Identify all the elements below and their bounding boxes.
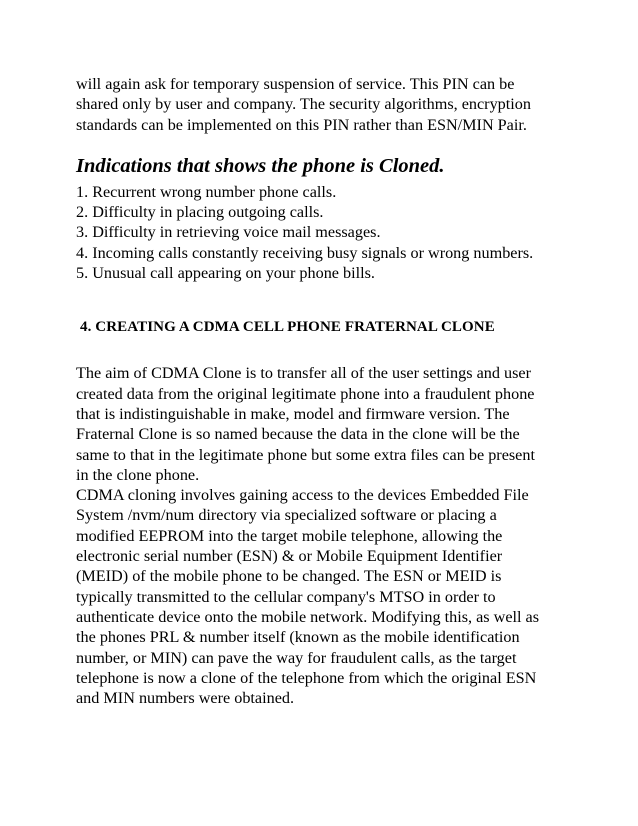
- body-line: and MIN numbers were obtained.: [76, 689, 295, 708]
- list-item: 5. Unusual call appearing on your phone bills.: [76, 264, 375, 283]
- intro-line: will again ask for temporary suspension of service. This PIN can be: [76, 75, 515, 93]
- body-line: number, or MIN) can pave the way for fraudulent calls, as the target: [76, 648, 517, 667]
- section-heading: 4. CREATING A CDMA CELL PHONE FRATERNAL CLONE: [80, 319, 495, 336]
- list-item: 1. Recurrent wrong number phone calls.: [76, 182, 337, 201]
- body-line: modified EEPROM into the target mobile telephone, allowing the: [76, 526, 503, 545]
- body-line: the phones PRL & number itself (known as the mobile identification: [76, 628, 520, 647]
- indications-heading: Indications that shows the phone is Cloned.: [76, 154, 445, 177]
- section-paragraph-2: [76, 485, 562, 708]
- body-line: (MEID) of the mobile phone to be changed. The ESN or MEID is: [76, 567, 502, 586]
- body-line: Fraternal Clone is so named because the data in the clone will be the: [76, 425, 520, 444]
- intro-line: shared only by user and company. The security algorithms, encryption: [76, 95, 531, 114]
- body-line: in the clone phone.: [76, 465, 200, 484]
- document-page: [76, 74, 562, 708]
- body-line: CDMA cloning involves gaining access to the devices Embedded File: [76, 486, 529, 505]
- list-item: 3. Difficulty in retrieving voice mail messages.: [76, 223, 381, 242]
- section-body: [76, 363, 562, 708]
- body-line: created data from the original legitimate phone into a fraudulent phone: [76, 384, 535, 403]
- list-item: 4. Incoming calls constantly receiving busy signals or wrong numbers.: [76, 243, 534, 262]
- body-line: The aim of CDMA Clone is to transfer all of the user settings and user: [76, 364, 531, 383]
- body-line: System /nvm/num directory via specialized software or placing a: [76, 506, 497, 525]
- intro-line: standards can be implemented on this PIN rather than ESN/MIN Pair.: [76, 115, 527, 134]
- body-line: that is indistinguishable in make, model and firmware version. The: [76, 404, 510, 423]
- body-line: telephone is now a clone of the telephone from which the original ESN: [76, 668, 537, 687]
- intro-paragraph: [76, 74, 562, 135]
- body-line: typically transmitted to the cellular company's MTSO in order to: [76, 587, 496, 606]
- list-item: 2. Difficulty in placing outgoing calls.: [76, 203, 324, 222]
- section-paragraph-1: [76, 363, 562, 485]
- body-line: electronic serial number (ESN) & or Mobile Equipment Identifier: [76, 547, 503, 566]
- body-line: same to that in the legitimate phone but some extra files can be present: [76, 445, 535, 464]
- body-line: authenticate device onto the mobile network. Modifying this, as well as: [76, 607, 540, 626]
- indications-list: [76, 182, 562, 283]
